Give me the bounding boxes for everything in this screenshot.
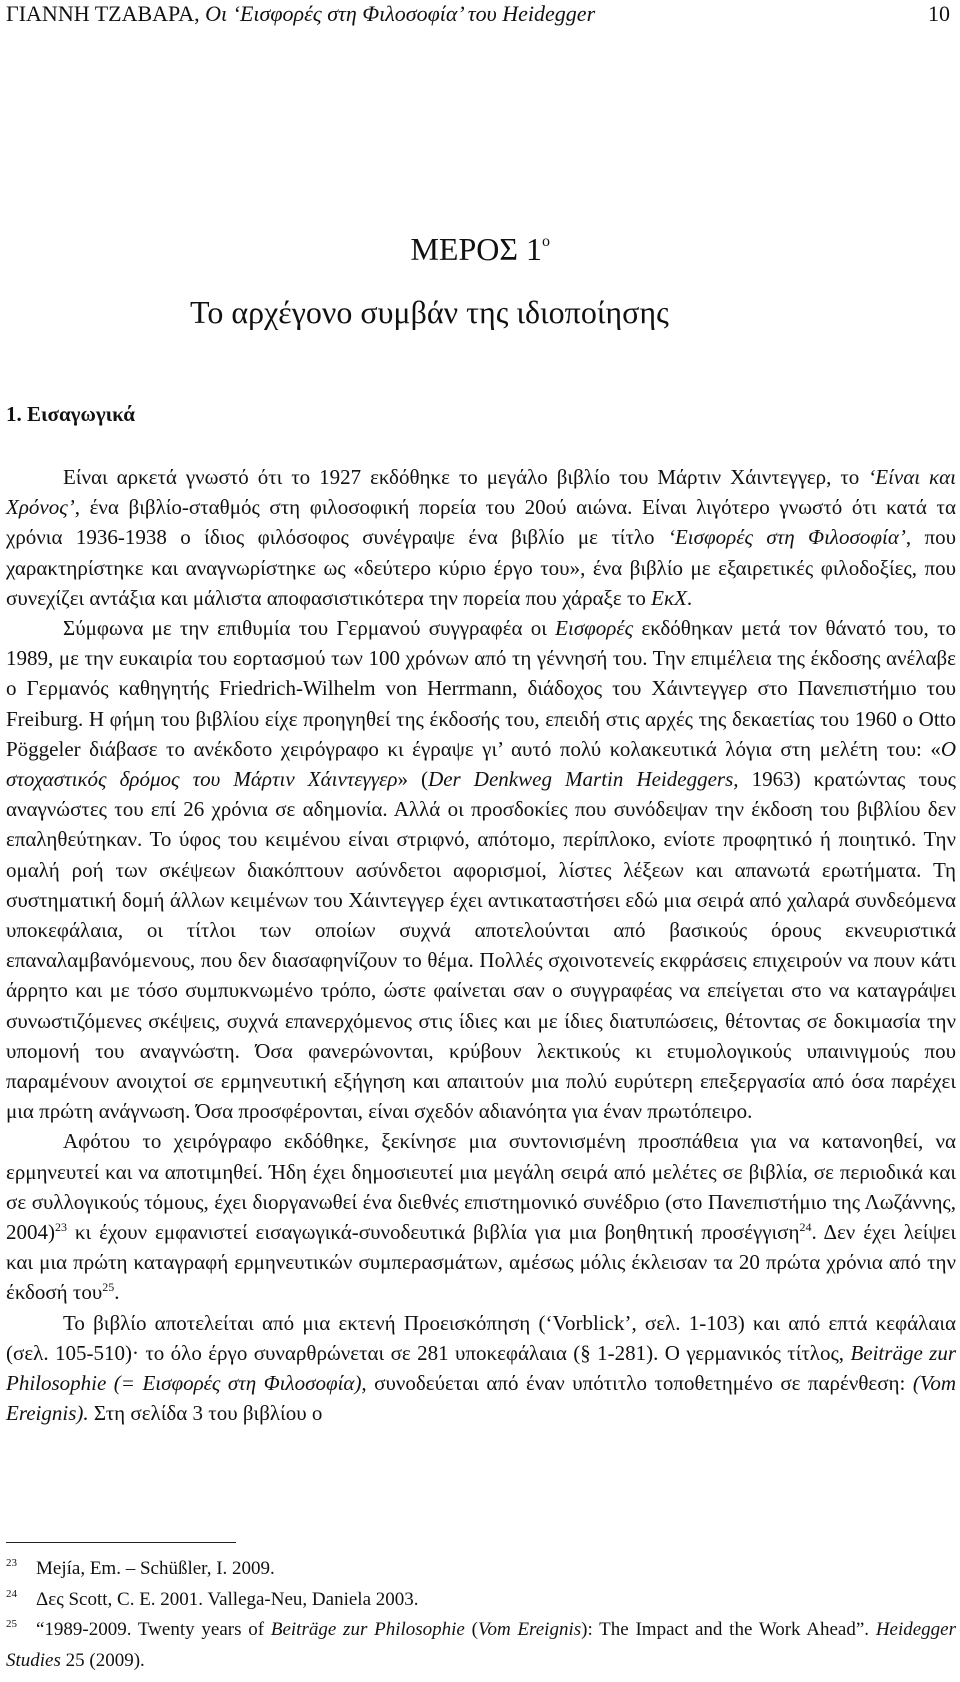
footnote-25: $^{25}$ “1989-2009. Twenty years of Beiträge zur Philosophie (Vom Ereignis): The Impact and the Work Ahead”. Heidegger Studies 25 (2009). xyxy=(6,1618,957,1671)
footnote-ref-24[interactable]: 24 xyxy=(799,1220,812,1235)
footnote-number: 25 xyxy=(6,1618,17,1630)
footnote-ref-25[interactable]: 25 xyxy=(102,1280,115,1295)
section-heading: 1. Εισαγωγικά xyxy=(6,402,135,426)
header-title xyxy=(6,0,595,28)
footnote-text: Mejía, Em. – Schüßler, I. 2009. xyxy=(36,1558,275,1579)
footnote-separator xyxy=(6,1542,236,1543)
footnotes xyxy=(6,1554,956,1676)
footnote-24 xyxy=(6,1585,956,1616)
header-author: ΓΙΑΝΝΗ ΤΖΑΒΑΡΑ, xyxy=(6,1,206,26)
footnote-number: 23 xyxy=(6,1557,17,1569)
footnote-number: 24 xyxy=(6,1587,17,1600)
header-book-title: Οι ‘Εισφορές στη Φιλοσοφία’ του Heidegger xyxy=(205,1,596,26)
part-label: ΜΕΡΟΣ 1 xyxy=(410,231,542,267)
paragraph-1: Είναι αρκετά γνωστό ότι το 1927 εκδόθηκε το μεγάλο βιβλίο του Μάρτιν Χάιντεγγερ, το ‘Είναι και Χρόνος’, ένα βιβλίο-σταθμός στη φιλοσοφική πορεία του 20ού αιώνα. Είναι λιγότερο γνωστό ότι κατά τα χρόνια 1936-1938 ο ίδιος φιλόσοφος συνέγραψε ένα βιβλίο με τίτλο ‘Εισφορές στη Φιλοσοφία’, που χαρακτηρίστηκε και αναγνωρίστηκε ως «δεύτερο κύριο έργο του», ένα βιβλίο με εξαιρετικές φιλοδοξίες, που συνεχίζει αντάξια και μάλιστα αποφασιστικότερα την πορεία που χάραξε το ΕκΧ. xyxy=(6,465,957,610)
body-text xyxy=(6,462,956,1429)
page-number: 10 xyxy=(928,1,950,26)
running-header xyxy=(6,0,950,30)
part-heading xyxy=(0,222,940,269)
footnote-text: Δες Scott, C. E. 2001. Vallega-Neu, Daniela 2003. xyxy=(36,1588,419,1610)
paragraph-4: Το βιβλίο αποτελείται από μια εκτενή Προεισκόπηση (‘Vorblick’, σελ. 1-103) και από επτά κεφάλαια (σελ. 105-510)· το όλο έργο συναρθρώνεται σε 281 υποκεφάλαια (§ 1-281). Ο γερμανικός τίτλος, Beiträge zur Philosophie (= Εισφορές στη Φιλοσοφία), συνοδεύεται από έναν υπότιτλο τοποθετημένο σε παρένθεση: (Vom Ereignis). Στη σελίδα 3 του βιβλίου ο xyxy=(6,1310,957,1426)
part-ordinal: ο xyxy=(542,233,550,250)
footnote-ref-23[interactable]: 23 xyxy=(55,1220,67,1235)
paragraph-3: Αφότου το χειρόγραφο εκδόθηκε, ξεκίνησε μια συντονισμένη προσπάθεια για να κατανοηθεί, να ερμηνευτεί και να αποτιμηθεί. Ήδη έχει δημοσιευτεί μια μεγάλη σειρά από μελέτες σε βιβλία, σε περιοδικά και σε συλλογικούς τόμους, έχει διοργανωθεί ένα διεθνές επιστημονικό συνέδριο (στο Πανεπιστήμιο της Λωζάννης, 2004)$^{23}$ κι έχουν εμφανιστεί εισαγωγικά-συνοδευτικά βιβλία για μια βοηθητική προσέγγιση$^{24}$. Δεν έχει λείψει και μια πρώτη καταγραφή ερμηνευτικών συμπερασμάτων, αμέσως μόλις έκλεισαν τα 20 πρώτα χρόνια από την έκδοσή του$^{25}$. xyxy=(6,1129,957,1305)
paragraph-2: Σύμφωνα με την επιθυμία του Γερμανού συγγραφέα οι Εισφορές εκδόθηκαν μετά τον θάνατό του, το 1989, με την ευκαιρία του εορτασμού των 100 χρόνων από τη γέννησή του. Την επιμέλεια της έκδοσης ανέλαβε ο Γερμανός καθηγητής Friedrich-Wilhelm von Herrmann, διάδοχος του Χάιντεγγερ στο Πανεπιστήμιο του Freiburg. Η φήμη του βιβλίου είχε προηγηθεί της έκδοσής του, επειδή στις αρχές της δεκαετίας του 1960 ο Otto Pöggeler διάβασε το ανέκδοτο χειρόγραφο κι έγραψε γι’ αυτό πολύ κολακευτικά λόγια στη μελέτη του: «Ο στοχαστικός δρόμος του Μάρτιν Χάιντεγγερ» (Der Denkweg Martin Heideggers, 1963) κρατώντας τους αναγνώστες του επί 26 χρόνια σε αδημονία. Αλλά οι προσδοκίες που συνόδεψαν την έκδοση του βιβλίου δεν επαληθεύτηκαν. Το ύφος του κειμένου είναι στριφνό, απότομο, περίπλοκο, ενίοτε προφητικό ή ποιητικό. Την ομαλή ροή των σκέψεων διακόπτουν ασύνδετοι αφορισμοί, λίστες λέξεων και απανωτά ερωτήματα. Τη συστηματική δομή άλλων κειμένων του Χάιντεγγερ έχει αντικαταστήσει εδώ μια σειρά από χαλαρά συνδεόμενα υποκεφάλαια, οι τίτλοι των οποίων συχνά αποτελούνται από βασικούς όρους εκνευριστικά επαναλαμβανόμενους, που δεν διασαφηνίζουν το θέμα. Πολλές σχοινοτενείς εκφράσεις επιχειρούν να πουν κάτι άρρητο και με τόσο συμπυκνωμένο τρόπο, ώστε φαίνεται σαν ο συγγραφέας να επείγεται στο να καταγράψει συνωστιζόμενες σκέψεις, συχνά επανερχόμενος στις ίδιες και με ίδιες διατυπώσεις, θέτοντας σε δοκιμασία την υπομονή του αναγνώστη. Όσα φανερώνονται, κρύβουν λεκτικούς κι ετυμολογικούς υπαινιγμούς που παραμένουν ανοιχτοί σε ερμηνευτική εξήγηση και απαιτούν μια πολύ ευρύτερη επεξεργασία από όσα παρέχει μια πρώτη ανάγνωση. Όσα προσφέρονται, είναι σχεδόν αδιανόητα για έναν πρωτόπειρο. xyxy=(6,616,957,1124)
chapter-title: Το αρχέγονο συμβάν της ιδιοποίησης xyxy=(190,294,669,330)
footnote-23 xyxy=(6,1554,956,1585)
